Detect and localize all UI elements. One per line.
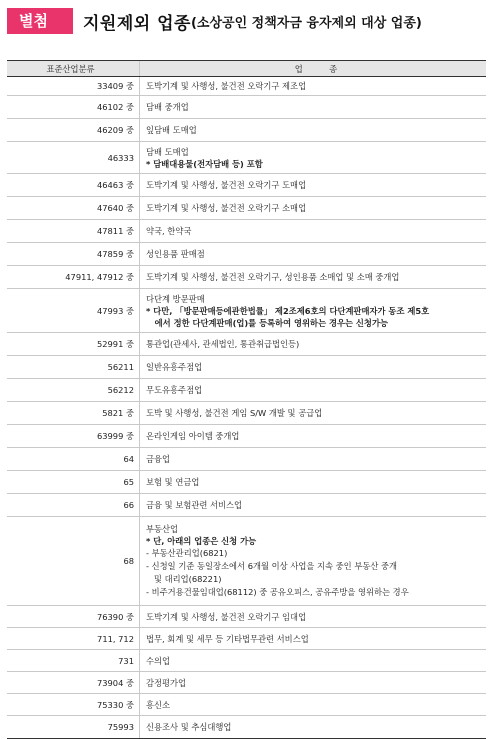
table-row (7, 425, 486, 448)
table-row (7, 628, 486, 650)
table-row (7, 142, 486, 174)
industry-desc: 약국, 한약국 (146, 226, 192, 236)
industry-desc: 수의업 (146, 655, 171, 666)
table-row (7, 174, 486, 197)
table-row (7, 379, 486, 402)
table-row (7, 77, 486, 96)
industry-desc: 도박기계 및 사행성, 불건전 오락기구, 성인용품 소매업 및 소매 중개업 (146, 272, 400, 282)
industry-code: 52991 중 (7, 333, 140, 355)
industry-desc: 통관업(관세사, 관세법인, 통관취급법인등) (146, 339, 300, 349)
table-row (7, 119, 486, 142)
industry-note: * 담배대용물(전자담배 등) 포함 (146, 158, 263, 169)
industry-code: 47640 중 (7, 197, 140, 219)
table-row (7, 243, 486, 266)
industry-note-cont: 에서 정한 다단계판매(업)를 등록하여 영위하는 경우는 신청가능 (146, 317, 388, 328)
industry-code: 47859 중 (7, 243, 140, 265)
table-row (7, 220, 486, 243)
industry-desc: 도박기계 및 사행성, 불건전 오락기구 임대업 (146, 611, 307, 622)
industry-code: 75330 중 (7, 694, 140, 715)
industry-desc: 도박기계 및 사행성, 불건전 오락기구 소매업 (146, 203, 307, 213)
industry-code: 731 (7, 650, 140, 671)
table-row (7, 96, 486, 119)
exception-item: - 신청일 기준 동일장소에서 6개월 이상 사업을 지속 중인 부동산 중개 (146, 561, 398, 571)
industry-code: 47993 중 (7, 289, 140, 332)
industry-note: * 단, 아래의 업종은 신청 가능 (146, 536, 257, 546)
page-header (7, 8, 422, 56)
table-row (7, 333, 486, 356)
industry-code: 33409 중 (7, 77, 140, 95)
industry-code: 66 (7, 494, 140, 516)
industry-code: 75993 (7, 716, 140, 738)
table-header-row (7, 61, 486, 77)
column-header-industry (140, 61, 486, 76)
page-subtitle: (소상공인 정책자금 융자제외 대상 업종) (190, 15, 422, 31)
column-header-industry-label: 업 종 (294, 63, 338, 74)
table-row (7, 517, 486, 606)
table-row (7, 672, 486, 694)
industry-desc: 무도유흥주점업 (146, 385, 203, 395)
industry-desc: 부동산업 * 단, 아래의 업종은 신청 가능 - 부동산관리업(6821) - 신청일 기준 동일장소에서 6개월 이상 사업을 지속 중인 부동산 중개 및 대리업(68221) - 비주거용건물임대업(68112) 중 공유오피스, 공유주방을 영위하는 경우 (140, 517, 486, 605)
table-row (7, 650, 486, 672)
industry-desc: 성인용품 판매점 (146, 249, 205, 259)
industry-code: 711, 712 (7, 628, 140, 649)
industry-desc: 온라인게임 아이템 중개업 (146, 431, 240, 441)
exception-item: 및 대리업(68221) (146, 574, 222, 584)
industry-code: 46102 중 (7, 96, 140, 118)
table-row (7, 494, 486, 517)
industry-desc: 보험 및 연금업 (146, 477, 200, 487)
industry-desc: 다단계 방문판매 * 다만, 「방문판매등에관한법률」 제2조제6호의 다단계판매자가 동조 제5호 에서 정한 다단계판매(업)를 등록하여 영위하는 경우는 신청가능 (140, 289, 486, 332)
industry-code: 68 (7, 517, 140, 605)
industry-code: 76390 중 (7, 606, 140, 627)
industry-desc: 담배 중개업 (146, 102, 189, 112)
industry-code: 56211 (7, 356, 140, 378)
column-header-code: 표준산업분류 (7, 61, 140, 76)
page-title: 지원제외 업종 (83, 13, 191, 34)
table-row (7, 356, 486, 379)
industry-desc: 금융 및 보험관련 서비스업 (146, 500, 243, 510)
table-row (7, 448, 486, 471)
table-row (7, 266, 486, 289)
industry-desc: 도박 및 사행성, 불건전 게임 S/W 개발 및 공급업 (146, 408, 323, 418)
table-row (7, 289, 486, 333)
industry-code: 47811 중 (7, 220, 140, 242)
industry-code: 73904 중 (7, 672, 140, 693)
table-row (7, 197, 486, 220)
industry-code: 46209 중 (7, 119, 140, 141)
industry-code: 5821 중 (7, 402, 140, 424)
exception-item: - 부동산관리업(6821) (146, 548, 228, 558)
industry-note: * 다만, 「방문판매등에관한법률」 제2조제6호의 다단계판매자가 동조 제5호 (146, 305, 430, 316)
industry-code: 46463 중 (7, 174, 140, 196)
table-row (7, 471, 486, 494)
industry-desc: 도박기계 및 사행성, 불건전 오락기구 제조업 (146, 81, 307, 91)
industry-desc: 일반유흥주점업 (146, 362, 203, 372)
table-row (7, 716, 486, 738)
exception-item: - 비주거용건물임대업(68112) 중 공유오피스, 공유주방을 영위하는 경우 (146, 587, 409, 597)
table-row (7, 402, 486, 425)
industry-code: 63999 중 (7, 425, 140, 447)
industry-desc: 신용조사 및 추심대행업 (146, 722, 232, 732)
industry-desc: 법무, 회계 및 세무 등 기타법무관련 서비스업 (146, 633, 309, 644)
industry-desc: 금융업 (146, 454, 171, 464)
industry-code: 46333 (7, 142, 140, 173)
industry-desc: 도박기계 및 사행성, 불건전 오락기구 도매업 (146, 180, 307, 190)
industry-desc: 흥신소 (146, 699, 171, 710)
industry-code: 56212 (7, 379, 140, 401)
industry-desc: 담배 도매업 * 담배대용물(전자담배 등) 포함 (140, 142, 486, 173)
industry-code: 47911, 47912 중 (7, 266, 140, 288)
excluded-industries-table (7, 60, 486, 739)
industry-desc: 잎담배 도매업 (146, 125, 197, 135)
industry-code: 65 (7, 471, 140, 493)
table-row (7, 606, 486, 628)
table-row (7, 694, 486, 716)
appendix-badge: 별첨 2 (7, 8, 73, 34)
industry-desc: 감정평가업 (146, 677, 187, 688)
industry-code: 64 (7, 448, 140, 470)
